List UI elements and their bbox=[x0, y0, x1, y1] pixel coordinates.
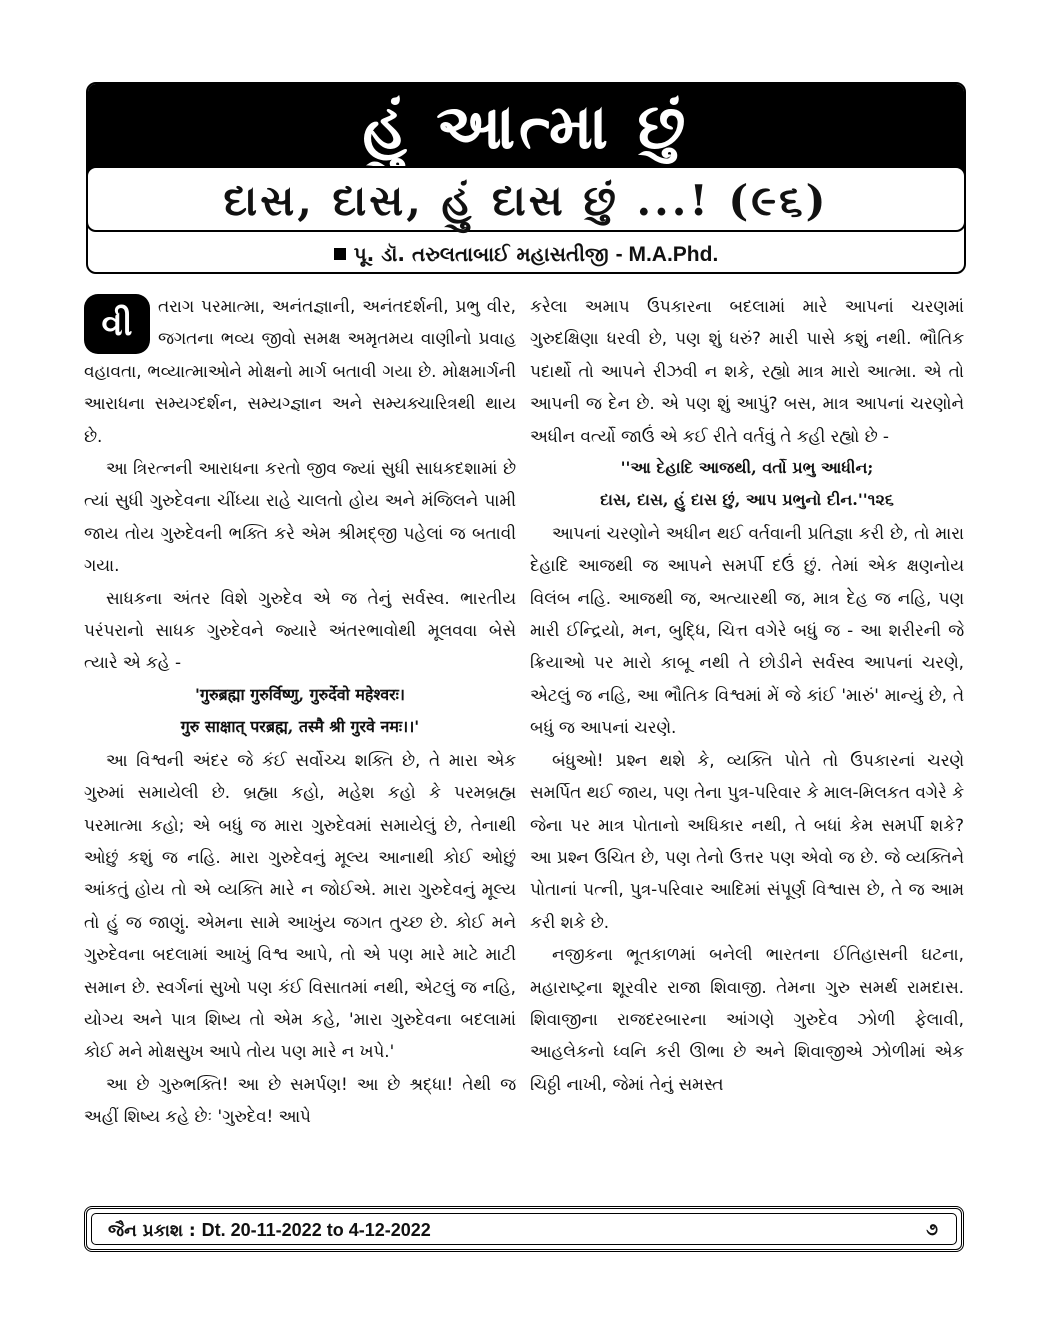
paragraph: આપનાં ચરણોને અધીન થઈ વર્તવાની પ્રતિજ્ઞા કરી છે, તો મારા દેહાદિ આજથી જ આપને સમર્પી દઉં છું. તેમાં એક ક્ષણનોય વિલંબ નહિ. આજથી જ, અત્યારથી જ, માત્ર દેહ જ નહિ, પણ મારી ઈન્દ્રિયો, મન, બુદ્ધિ, ચિત્ત વગેરે બધું જ - આ શરીરની જે ક્રિયાઓ પર મારો કાબૂ નથી તે છોડીને સર્વસ્વ આપનાં ચરણે, એટલું જ નહિ, આ ભૌતિક વિશ્વમાં મેં જે કાંઈ 'મારું' માન્યું છે, તે બધું જ આપનાં ચરણે. bbox=[530, 522, 964, 738]
paragraph: નજીકના ભૂતકાળમાં બનેલી ભારતના ઈતિહાસની ઘટના, મહારાષ્ટ્રના શૂરવીર રાજા શિવાજી. તેમના ગુરુ સમર્થ રામદાસ. શિવાજીના રાજદરબારના આંગણે ગુરુદેવ ઝોળી ફેલાવી, આહલેકનો ધ્વનિ કરી ઊભા છે અને શિવાજીએ ઝોળીમાં એક ચિઠ્ઠી નાખી, જેમાં તેનું સમસ્ત bbox=[530, 944, 964, 1094]
paragraph: આ ત્રિરત્નની આરાધના કરતો જીવ જ્યાં સુધી સાધકદશામાં છે ત્યાં સુધી ગુરુદેવના ચીંધ્યા રાહે ચાલતો હોય અને મંજિલને પામી જાય તોય ગુરુદેવની ભક્તિ કરે એમ શ્રીમદ્જી પહેલાં જ બતાવી ગયા. bbox=[84, 458, 516, 576]
paragraph: આ છે ગુરુભક્તિ! આ છે સમર્પણ! આ છે શ્રદ્ધા! તેથી જ અહીં શિષ્ય કહે છેઃ 'ગુરુદેવ! આપે bbox=[84, 1073, 516, 1127]
author-degree: - M.A.Phd. bbox=[615, 243, 719, 266]
article-subtitle: દાસ, દાસ, હું દાસ છું ...! (૯૬) bbox=[86, 166, 966, 232]
square-bullet-icon bbox=[334, 248, 346, 260]
verse-line: દાસ, દાસ, હું દાસ છું, આપ પ્રભુનો દીન.''૧૨૬ bbox=[600, 490, 894, 510]
page-number: ૭ bbox=[926, 1220, 938, 1240]
page-title: હું આત્મા છું bbox=[88, 84, 964, 170]
verse-line: 'गुरुब्रह्मा गुरुर्विष्णु, गुरुर्देवो महेश्वरः। bbox=[195, 684, 405, 704]
left-column bbox=[84, 290, 516, 1133]
publication-date: Dt. 20-11-2022 to 4-12-2022 bbox=[201, 1220, 431, 1240]
footer-publication bbox=[108, 1214, 431, 1247]
paragraph: સાધકના અંતર વિશે ગુરુદેવ એ જ તેનું સર્વસ્વ. ભારતીય પરંપરાનો સાધક ગુરુદેવને જ્યારે અંતરભાવોથી મૂલવવા બેસે ત્યારે એ કહે - bbox=[84, 587, 516, 673]
verse-line: गुरु साक्षात् परब्रह्म, तस्मै श्री गुरवे नमः।।' bbox=[180, 717, 420, 737]
page-footer bbox=[84, 1206, 964, 1252]
paragraph-text: તરાગ પરમાત્મા, અનંતજ્ઞાની, અનંતદર્શની, પ્રભુ વીર, જગતના ભવ્ય જીવો સમક્ષ અમૃતમય વાણીનો પ્રવાહ વહાવતા, ભવ્યાત્માઓને મોક્ષનો માર્ગ બતાવી ગયા છે. મોક્ષમાર્ગની આરાધના સમ્યગ્દર્શન, સમ્યગ્જ્ઞાન અને સમ્યક્ચારિત્રથી થાય છે. bbox=[84, 296, 516, 446]
right-column bbox=[530, 290, 964, 1100]
drop-cap: વી bbox=[84, 294, 150, 354]
author-line bbox=[88, 236, 964, 272]
verse-line: ''આ દેહાદિ આજથી, વર્તો પ્રભુ આધીન; bbox=[620, 458, 874, 478]
author-name: પૂ. ડૉ. તરુલતાબાઈ મહાસતીજી bbox=[353, 242, 609, 266]
paragraph: બંધુઓ! પ્રશ્ન થશે કે, વ્યક્તિ પોતે તો ઉપકારનાં ચરણે સમર્પિત થઈ જાય, પણ તેના પુત્ર-પરિવાર કે માલ-મિલકત વગેરે કે જેના પર માત્ર પોતાનો અધિકાર નથી, તે બધાં કેમ સમર્પી શકે? આ પ્રશ્ન ઉચિત છે, પણ તેનો ઉત્તર પણ એવો જ છે. જે વ્યક્તિને પોતાનાં પત્ની, પુત્ર-પરિવાર આદિમાં સંપૂર્ણ વિશ્વાસ છે, તે જ આમ કરી શકે છે. bbox=[530, 749, 964, 932]
paragraph: આ વિશ્વની અંદર જે કંઈ સર્વોચ્ચ શક્તિ છે, તે મારા એક ગુરુમાં સમાયેલી છે. બ્રહ્મા કહો, મહેશ કહો કે પરમબ્રહ્મ પરમાત્મા કહો; એ બધું જ મારા ગુરુદેવમાં સમાયેલું છે, તેનાથી ઓછું કશું જ નહિ. મારા ગુરુદેવનું મૂલ્ય આનાથી કોઈ ઓછું આંકતું હોય તો એ વ્યક્તિ મારે ન જોઈએ. મારા ગુરુદેવનું મૂલ્ય તો હું જ જાણું. એમના સામે આખુંય જગત તુચ્છ છે. કોઈ મને ગુરુદેવના બદલામાં આખું વિશ્વ આપે, તો એ પણ મારે માટે માટી સમાન છે. સ્વર્ગનાં સુખો પણ કંઈ વિસાતમાં નથી, એટલું જ નહિ, યોગ્ય અને પાત્ર શિષ્ય તો એમ કહે, 'મારા ગુરુદેવના બદલામાં કોઈ મને મોક્ષસુખ આપે તોય પણ મારે ન ખપે.' bbox=[84, 749, 516, 1062]
masthead bbox=[86, 82, 966, 274]
paragraph: કરેલા અમાપ ઉપકારના બદલામાં મારે આપનાં ચરણમાં ગુરુદક્ષિણા ધરવી છે, પણ શું ધરું? મારી પાસે કશું નથી. ભૌતિક પદાર્થો તો આપને રીઝવી ન શકે, રહ્યો માત્ર મારો આત્મા. એ તો આપની જ દેન છે. એ પણ શું આપું? બસ, માત્ર આપનાં ચરણોને અધીન વર્ત્યો જાઉં એ કઈ રીતે વર્તવું તે કહી રહ્યો છે - bbox=[530, 296, 964, 446]
paragraph bbox=[84, 290, 516, 452]
publication-name: જૈન પ્રકાશ : bbox=[108, 1221, 196, 1241]
footer-frame bbox=[91, 1213, 957, 1245]
